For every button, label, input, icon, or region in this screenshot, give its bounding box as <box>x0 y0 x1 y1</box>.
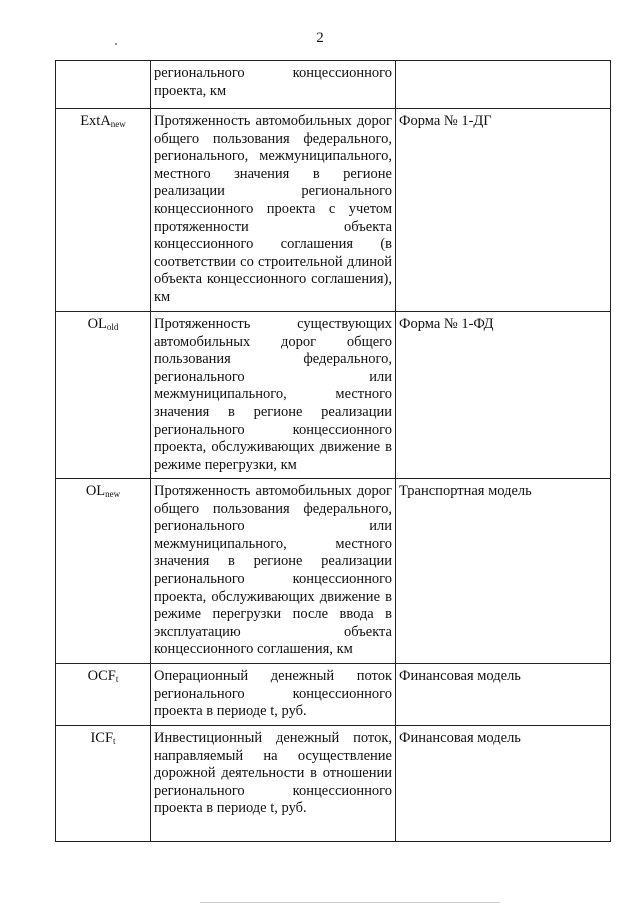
symbol-cell: $OCF_t$ <box>56 664 151 726</box>
page-number: 2 <box>316 30 324 46</box>
description-cell: Операционный денежный поток регионального концессионного проекта в периоде t, руб. <box>151 664 396 726</box>
source-cell: Форма № 1-ДГ <box>396 109 611 312</box>
source-cell: Транспортная модель <box>396 479 611 664</box>
description-cell: Инвестиционный денежный поток, направляемый на осуществление дорожной деятельности в отношении регионального концессионного проекта в периоде t, руб. <box>151 726 396 842</box>
source-cell <box>396 61 611 109</box>
symbol-cell: $OL_{new}$ <box>56 479 151 664</box>
table-row <box>56 726 611 842</box>
source-cell: Финансовая модель <box>396 726 611 842</box>
source-cell: Форма № 1-ФД <box>396 312 611 479</box>
table-row <box>56 109 611 312</box>
table-row <box>56 312 611 479</box>
table-row <box>56 479 611 664</box>
scan-edge <box>200 902 500 903</box>
parameters-table <box>55 60 611 842</box>
table-row <box>56 61 611 109</box>
symbol-cell <box>56 61 151 109</box>
symbol-cell: $ICF_t$ <box>56 726 151 842</box>
description-cell: Протяженность автомобильных дорог общего пользования федерального, регионального, межмуниципального, местного значения в регионе реализации регионального концессионного проекта с учетом протяженности объекта концессионного соглашения (в соответствии со строительной длиной объекта концессионного соглашения), км <box>151 109 396 312</box>
description-cell: Протяженность автомобильных дорог общего пользования федерального, регионального или межмуниципального, местного значения в регионе реализации регионального концессионного проекта, обслуживающих движение в режиме перегрузки после ввода в эксплуатацию объекта концессионного соглашения, км <box>151 479 396 664</box>
symbol-cell: ExtA$_{new}$ <box>56 109 151 312</box>
table-row <box>56 664 611 726</box>
source-cell: Финансовая модель <box>396 664 611 726</box>
description-cell: регионального концессионного проекта, км <box>151 61 396 109</box>
description-cell: Протяженность существующих автомобильных дорог общего пользования федерального, регионального или межмуниципального, местного значения в регионе реализации регионального концессионного проекта, обслуживающих движение в режиме перегрузки, км <box>151 312 396 479</box>
scan-speck <box>115 43 117 45</box>
symbol-cell: $OL_{old}$ <box>56 312 151 479</box>
